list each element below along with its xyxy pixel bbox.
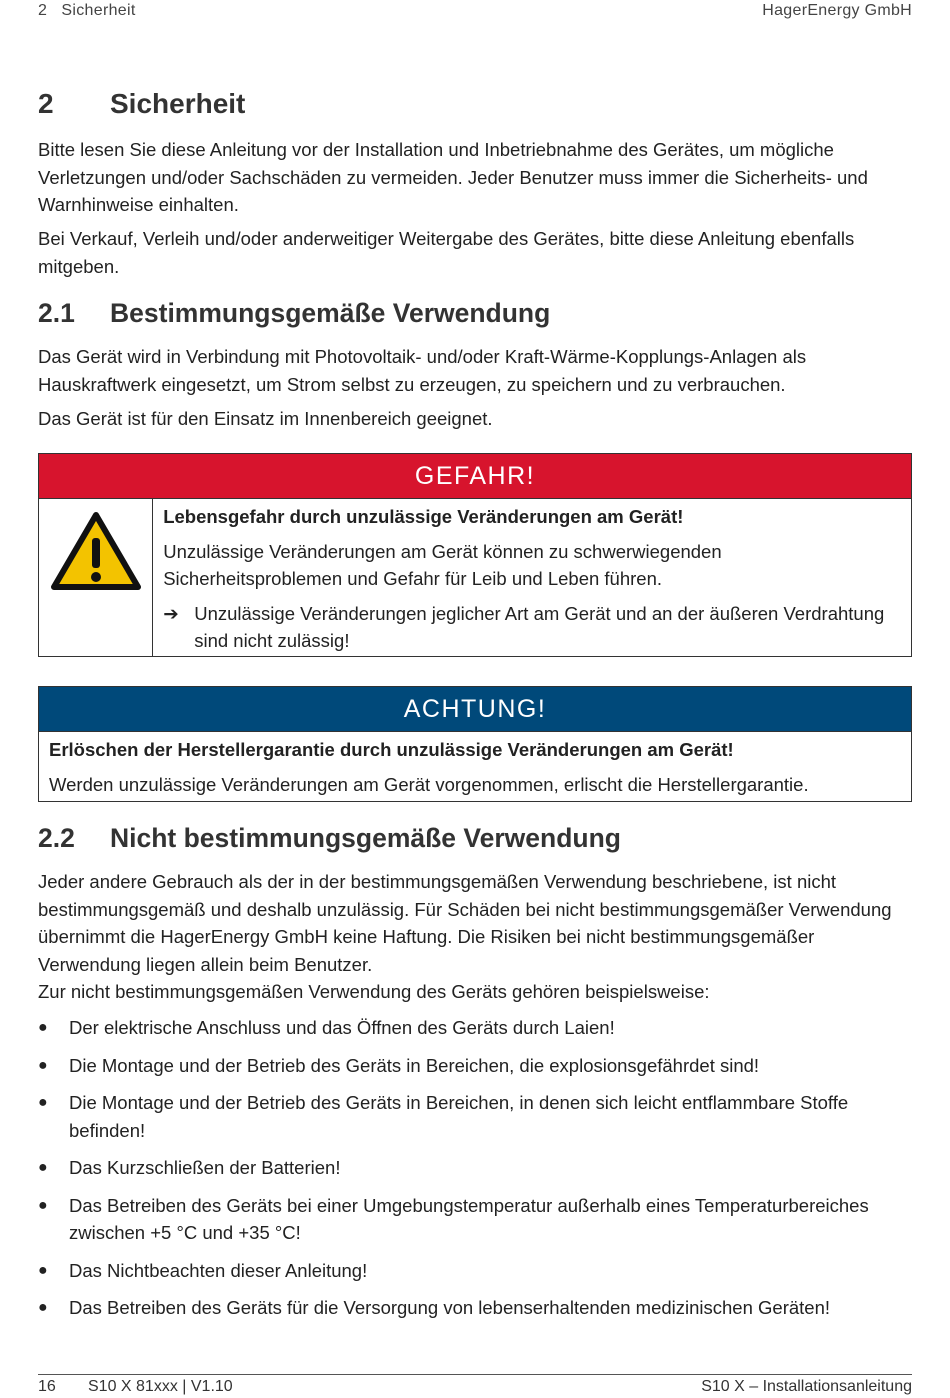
list-item: ● Der elektrische Anschluss und das Öffnen des Geräts durch Laien! [38, 1014, 912, 1042]
danger-icon-cell [39, 499, 153, 657]
bullet-icon: ● [38, 1056, 48, 1074]
subsection-heading-2-2 [38, 823, 621, 854]
misuse-list [38, 1014, 912, 1332]
list-item: ● Das Betreiben des Geräts für die Versorgung von lebenserhaltenden medizinischen Geräten! [38, 1294, 912, 1322]
warning-triangle-icon [50, 511, 142, 591]
list-item: ● Die Montage und der Betrieb des Geräts in Bereichen, die explosionsgefährdet sind! [38, 1052, 912, 1080]
usage-paragraph-2: Das Gerät ist für den Einsatz im Innenbereich geeignet. [38, 408, 493, 429]
notice-label: ACHTUNG! [39, 687, 911, 732]
subsection-number: 2.1 [38, 298, 75, 328]
danger-instruction: Unzulässige Veränderungen jeglicher Art am Gerät und an der äußeren Verdrahtung sind nicht zulässig! [194, 602, 885, 651]
bullet-icon: ● [38, 1019, 48, 1036]
subsection-heading-2-1 [38, 298, 550, 329]
bullet-icon: ● [38, 1094, 48, 1111]
header-company: HagerEnergy GmbH [762, 2, 912, 19]
misuse-paragraph: Jeder andere Gebrauch als der in der bestimmungsgemäßen Verwendung beschriebene, ist nicht bestimmungsgemäß und deshalb unzulässig. Für Schäden bei nicht bestimmungsgemäßer Verwendung übernimmt die HagerEnergy GmbH keine Haftung. Die Risiken bei nicht bestimmungsgemäßer Verwendung liegen allein beim Benutzer. [38, 871, 892, 975]
list-item: ● Das Nichtbeachten dieser Anleitung! [38, 1257, 912, 1285]
bullet-icon: ● [38, 1159, 48, 1176]
usage-paragraph-1: Das Gerät wird in Verbindung mit Photovoltaik- und/oder Kraft-Wärme-Kopplungs-Anlagen als Hauskraftwerk eingesetzt, um Strom selbst zu erzeugen, zu speichern und zu verbrauchen. [38, 346, 807, 395]
bullet-icon: ● [38, 1196, 48, 1214]
list-item: ● Die Montage und der Betrieb des Geräts in Bereichen, in denen sich leicht entflammbare Stoffe befinden! [38, 1089, 912, 1144]
notice-box [38, 686, 912, 802]
section-heading [38, 88, 245, 120]
danger-heading: Lebensgefahr durch unzulässige Veränderungen am Gerät! [163, 506, 684, 527]
subsection-title: Bestimmungsgemäße Verwendung [110, 298, 551, 328]
list-item: ● Das Betreiben des Geräts bei einer Umgebungstemperatur außerhalb eines Temperaturbereiches zwischen +5 °C und +35 °C! [38, 1192, 912, 1247]
intro-paragraph-1: Bitte lesen Sie diese Anleitung vor der Installation und Inbetriebnahme des Gerätes, um mögliche Verletzungen und/oder Sachschäden zu vermeiden. Jeder Benutzer muss immer die Sicherheits- und Warnhinweise einhalten. [38, 139, 868, 215]
danger-box [38, 453, 912, 657]
section-title: Sicherheit [110, 88, 246, 119]
notice-heading: Erlöschen der Herstellergarantie durch unzulässige Veränderungen am Gerät! [49, 739, 734, 760]
subsection-number: 2.2 [38, 823, 75, 853]
danger-description: Unzulässige Veränderungen am Gerät können zu schwerwiegenden Sicherheitsproblemen und Gefahr für Leib und Leben führen. [163, 540, 722, 589]
notice-description: Werden unzulässige Veränderungen am Gerät vorgenommen, erlischt die Herstellergarantie. [49, 773, 809, 795]
subsection-title: Nicht bestimmungsgemäße Verwendung [110, 823, 621, 853]
intro-paragraph-2: Bei Verkauf, Verleih und/oder anderweitiger Weitergabe des Gerätes, bitte diese Anleitung ebenfalls mitgeben. [38, 228, 855, 277]
page-footer [38, 1374, 912, 1397]
document-title: S10 X – Installationsanleitung [701, 1378, 912, 1395]
page-number: 16 [38, 1378, 56, 1395]
arrow-right-icon: ➔ [163, 602, 179, 624]
document-version: S10 X 81xxx | V1.10 [88, 1378, 233, 1395]
bullet-icon: ● [38, 1261, 48, 1279]
list-item: ● Das Kurzschließen der Batterien! [38, 1154, 912, 1182]
danger-label: GEFAHR! [39, 454, 911, 499]
misuse-intro: Zur nicht bestimmungsgemäßen Verwendung des Geräts gehören beispielsweise: [38, 981, 710, 1002]
section-number: 2 [38, 88, 54, 119]
bullet-icon: ● [38, 1299, 48, 1316]
page-header [38, 2, 912, 22]
header-chapter: 2 Sicherheit [38, 2, 136, 19]
